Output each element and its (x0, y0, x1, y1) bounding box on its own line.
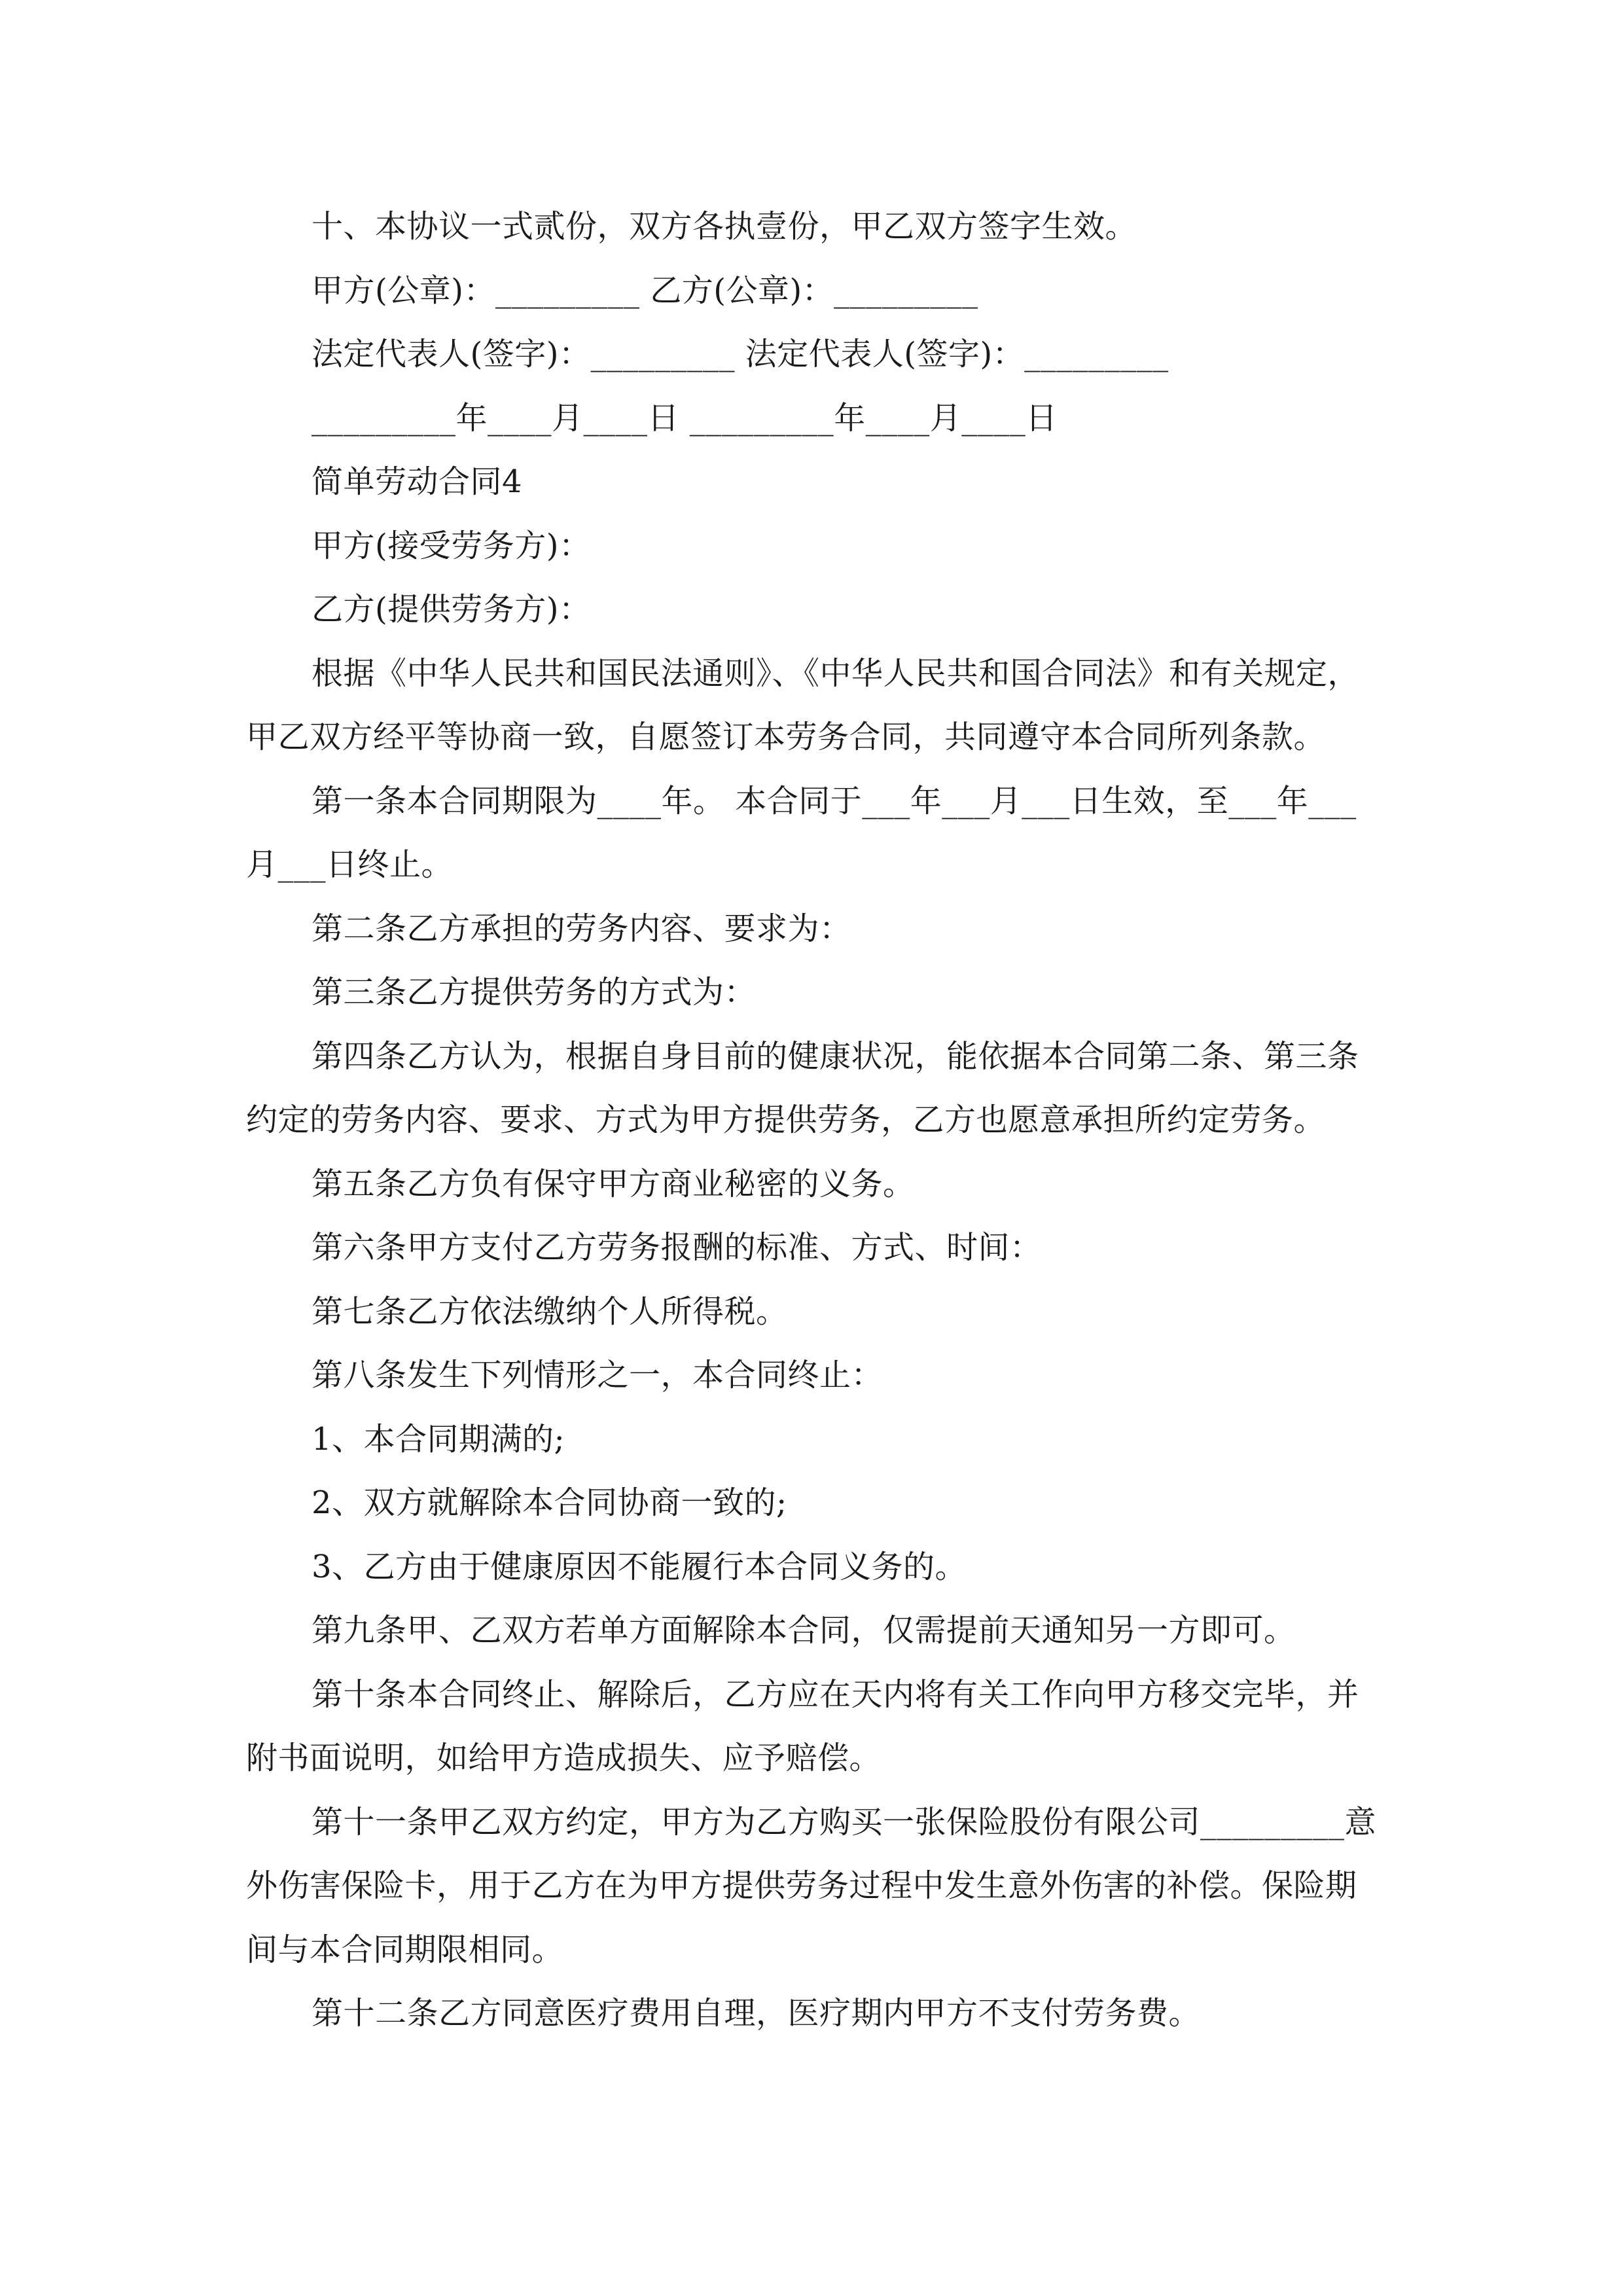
article-3: 第三条乙方提供劳务的方式为： (312, 974, 757, 1011)
article-8: 第八条发生下列情形之一，本合同终止： (312, 1357, 883, 1393)
document-body (246, 195, 1378, 2046)
signature-representative-line: 法定代表人(签字)：_________ 法定代表人(签字)：_________ (312, 336, 1169, 372)
article-9: 第九条甲、乙双方若单方面解除本合同，仅需提前天通知另一方即可。 (312, 1612, 1296, 1649)
article-12: 第十二条乙方同意医疗费用自理，医疗期内甲方不支付劳务费。 (312, 1995, 1201, 2032)
article-11: 第十一条甲乙双方约定，甲方为乙方购买一张保险股份有限公司_________意外伤害保险卡，用于乙方在为甲方提供劳务过程中发生意外伤害的补偿。保险期间与本合同期限相同。 (246, 1803, 1377, 1968)
article-7: 第七条乙方依法缴纳个人所得税。 (312, 1293, 788, 1330)
signature-date-line: _________年____月____日 _________年____月____日 (312, 399, 1058, 437)
article-5: 第五条乙方负有保守甲方商业秘密的义务。 (312, 1165, 915, 1202)
signature-seal-line: 甲方(公章)：_________ 乙方(公章)：_________ (312, 272, 978, 309)
clause-ten-copies: 十、本协议一式贰份，双方各执壹份，甲乙双方签字生效。 (312, 208, 1137, 245)
article-8-item-3: 3、乙方由于健康原因不能履行本合同义务的。 (312, 1548, 967, 1585)
article-10: 第十条本合同终止、解除后，乙方应在天内将有关工作向甲方移交完毕，并附书面说明，如给甲方造成损失、应予赔偿。 (246, 1676, 1359, 1776)
article-2: 第二条乙方承担的劳务内容、要求为： (312, 910, 851, 947)
article-8-item-2: 2、双方就解除本合同协商一致的; (312, 1484, 787, 1521)
party-b-line: 乙方(提供劳务方)： (312, 591, 591, 628)
article-1: 第一条本合同期限为____年。 本合同于___年___月___日生效，至___年___月___日终止。 (246, 782, 1357, 883)
article-8-item-1: 1、本合同期满的; (312, 1420, 565, 1458)
article-6: 第六条甲方支付乙方劳务报酬的标准、方式、时间： (312, 1229, 1042, 1266)
preamble-paragraph: 根据《中华人民共和国民法通则》、《中华人民共和国合同法》和有关规定，甲乙双方经平等协商一致，自愿签订本劳务合同，共同遵守本合同所列条款。 (246, 655, 1360, 755)
party-a-line: 甲方(接受劳务方)： (312, 527, 591, 564)
contract-title: 简单劳动合同4 (312, 463, 523, 500)
article-4: 第四条乙方认为，根据自身目前的健康状况，能依据本合同第二条、第三条约定的劳务内容、要求、方式为甲方提供劳务，乙方也愿意承担所约定劳务。 (246, 1037, 1359, 1138)
